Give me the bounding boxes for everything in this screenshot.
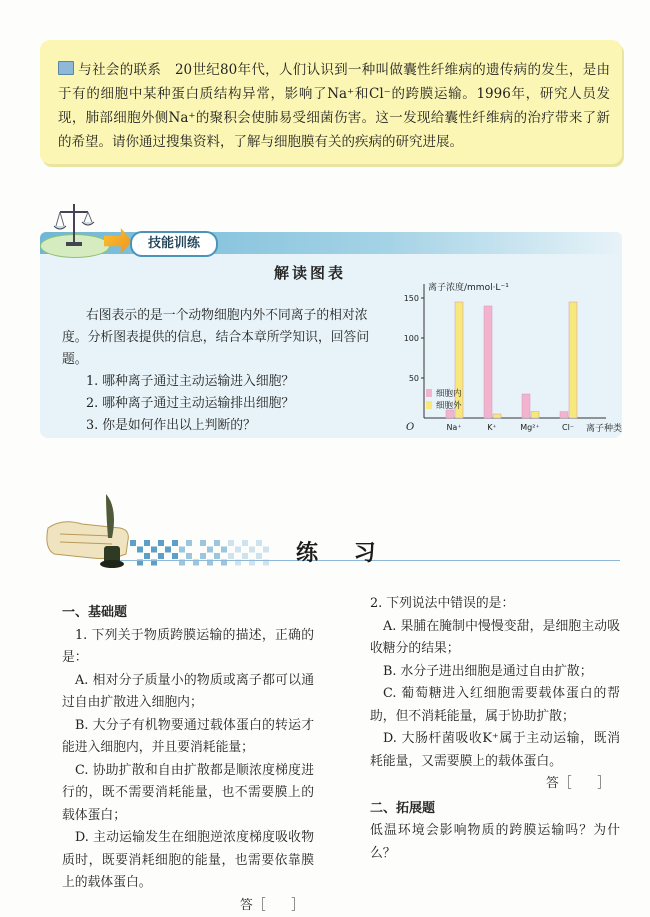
checker-square — [130, 540, 136, 546]
q1-option-a: A. 相对分子质量小的物质或离子都可以通过自由扩散进入细胞内； — [62, 670, 314, 715]
scroll-quill-icon — [42, 488, 152, 580]
bar-inside — [560, 412, 568, 418]
checker-square — [172, 540, 178, 546]
checker-square — [207, 547, 213, 553]
checker-square — [186, 553, 192, 559]
skill-heading: 解读图表 — [274, 262, 346, 283]
q1-answer-bracket: 答［ ］ — [62, 895, 314, 917]
extension-question: 低温环境会影响物质的跨膜运输吗？为什么？ — [370, 820, 620, 865]
q2-option-b: B. 水分子进出细胞是通过自由扩散； — [370, 661, 620, 684]
origin-label: O — [406, 422, 414, 433]
bar-inside — [484, 306, 492, 418]
checker-square — [214, 553, 220, 559]
y-tick-label: 100 — [404, 334, 419, 343]
bar-inside — [522, 394, 530, 418]
exercise-right-column — [370, 593, 620, 865]
skill-question-3: 3. 你是如何作出以上判断的？ — [62, 415, 392, 437]
society-connection-text-block — [58, 58, 610, 154]
checker-square — [256, 553, 262, 559]
checker-square — [172, 553, 178, 559]
q1-option-b: B. 大分子有机物要通过载体蛋白的转运才能进入细胞内，并且要消耗能量； — [62, 715, 314, 760]
q2-option-c: C. 葡萄糖进入红细胞需要载体蛋白的帮助，但不消耗能量，属于协助扩散； — [370, 683, 620, 728]
x-tick-label: Na⁺ — [446, 423, 461, 432]
checker-square — [214, 540, 220, 546]
checker-square — [242, 540, 248, 546]
society-connection-text: 20世纪80年代，人们认识到一种叫做囊性纤维病的遗传病的发生，是由于有的细胞中某种蛋白质结构异常，影响了Na⁺和Cl⁻的跨膜运输。1996年，研究人员发现，肺部细胞外侧Na⁺的聚积会使肺易受细菌伤害。这一发现给囊性纤维病的治疗带来了新的希望。请你通过搜集资料，了解与细胞膜有关的疾病的研究进展。 — [58, 62, 610, 150]
skill-body — [62, 305, 392, 437]
legend-swatch — [426, 389, 432, 397]
q1-option-d: D. 主动运输发生在细胞逆浓度梯度吸收物质时，既要消耗细胞的能量，也需要依靠膜上的载体蛋白。 — [62, 827, 314, 895]
skill-question-1: 1. 哪种离子通过主动运输进入细胞？ — [62, 371, 392, 393]
practice-title: 练 习 — [296, 536, 390, 567]
checker-square — [179, 547, 185, 553]
x-tick-label: K⁺ — [487, 423, 496, 432]
skill-training-badge: 技能训练 — [130, 231, 218, 257]
checker-square — [158, 540, 164, 546]
bar-outside — [531, 412, 539, 418]
legend-label: 细胞内 — [436, 388, 462, 399]
q2-option-d: D. 大肠杆菌吸收K⁺属于主动运输，既消耗能量，又需要膜上的载体蛋白。 — [370, 728, 620, 773]
y-axis-label: 离子浓度/mmol·L⁻¹ — [428, 281, 509, 293]
question-2: 2. 下列说法中错误的是： — [370, 593, 620, 616]
checker-square — [137, 547, 143, 553]
checker-square — [200, 540, 206, 546]
book-icon — [58, 61, 74, 75]
ion-concentration-chart — [396, 278, 622, 436]
checker-square — [165, 547, 171, 553]
basic-section-title: 一、基础题 — [62, 602, 314, 625]
legend-label: 细胞外 — [436, 400, 462, 411]
legend-swatch — [426, 401, 432, 409]
balance-scale-icon — [52, 200, 100, 248]
checker-square — [158, 553, 164, 559]
q1-option-c: C. 协助扩散和自由扩散都是顺浓度梯度进行的，既不需要消耗能量，也不需要膜上的载体蛋白； — [62, 760, 314, 828]
checker-square — [249, 547, 255, 553]
checker-square — [144, 540, 150, 546]
q2-answer-bracket: 答［ ］ — [370, 773, 620, 796]
checker-square — [263, 547, 269, 553]
x-tick-label: Cl⁻ — [562, 423, 574, 432]
checker-pattern-decoration — [130, 540, 270, 566]
q2-option-a: A. 果脯在腌制中慢慢变甜，是细胞主动吸收糖分的结果； — [370, 616, 620, 661]
question-1: 1. 下列关于物质跨膜运输的描述，正确的是： — [62, 625, 314, 670]
skill-question-2: 2. 哪种离子通过主动运输排出细胞？ — [62, 393, 392, 415]
checker-square — [228, 553, 234, 559]
x-axis-label: 离子种类 — [586, 422, 622, 434]
y-tick-label: 150 — [404, 294, 419, 303]
bar-outside — [569, 302, 577, 418]
x-tick-label: Mg²⁺ — [520, 423, 539, 432]
skill-intro: 右图表示的是一个动物细胞内外不同离子的相对浓度。分析图表提供的信息，结合本章所学知识，回答问题。 — [62, 305, 392, 371]
checker-square — [221, 547, 227, 553]
checker-square — [228, 540, 234, 546]
checker-square — [235, 547, 241, 553]
checker-square — [242, 553, 248, 559]
bar-inside — [446, 410, 454, 418]
checker-square — [200, 553, 206, 559]
society-connection-title: 与社会的联系 — [78, 62, 161, 78]
checker-square — [144, 553, 150, 559]
checker-square — [186, 540, 192, 546]
y-tick-label: 50 — [409, 374, 419, 383]
checker-square — [256, 540, 262, 546]
bar-outside — [493, 414, 501, 418]
extension-section-title: 二、拓展题 — [370, 798, 620, 821]
checker-square — [151, 547, 157, 553]
